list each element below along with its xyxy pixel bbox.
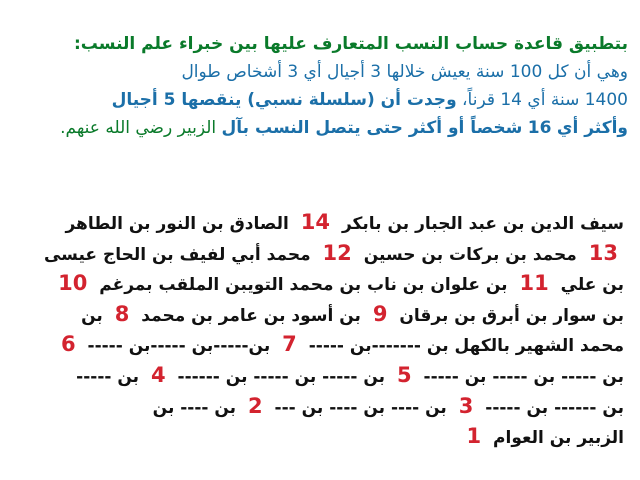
lineage-text: بن-----بن -----بن ----- — [87, 336, 271, 357]
intro-line-2: وهي أن كل 100 سنة يعيش خلالها 3 أجيال أي 3 أشخاص طوال — [181, 62, 628, 82]
lineage-line — [14, 269, 624, 300]
generation-number: 7 — [282, 332, 297, 357]
lineage-text: بن سوار بن أبرق بن برقان — [399, 305, 624, 326]
lineage-text: محمد بن بركات بن حسين — [363, 244, 577, 265]
lineage-line — [14, 361, 624, 392]
intro-title: بتطبيق قاعدة حساب النسب المتعارف عليها بين خبراء علم النسب: — [74, 34, 628, 54]
generation-number: 11 — [519, 271, 549, 296]
lineage-line — [14, 300, 624, 331]
lineage-text: بن علي — [560, 275, 624, 296]
intro-line-3-a: 1400 سنة أي 14 قرناً، — [462, 90, 628, 110]
intro-line-3-b: وجدت أن (سلسلة نسبي) ينقصها 5 أجيال — [111, 90, 457, 110]
intro-line-4-c: الزبير رضي الله عنهم. — [60, 118, 217, 138]
generation-number: 5 — [396, 362, 412, 387]
lineage-text: بن ------ بن ----- — [485, 397, 624, 418]
generation-number: 2 — [248, 393, 263, 418]
lineage-line — [14, 330, 624, 361]
lineage-text: بن — [81, 305, 103, 326]
lineage-line — [14, 392, 624, 423]
intro-line-3 — [8, 86, 628, 114]
intro-line-4 — [8, 114, 628, 142]
lineage-line — [14, 239, 624, 270]
lineage-text: بن ---- بن ---- بن --- — [274, 397, 447, 418]
lineage-text: بن علوان بن ناب بن محمد التويبن الملقب بمرغم — [99, 275, 508, 296]
intro-paragraph — [8, 30, 628, 142]
intro-line-4-num: 16 — [527, 118, 552, 138]
generation-number: 6 — [60, 332, 76, 357]
lineage-text: سيف الدين بن عبد الجبار بن بابكر — [341, 214, 624, 234]
intro-line-4-a: وأكثر أي — [556, 118, 628, 138]
lineage-text: الصادق بن النور بن الطاهر — [65, 214, 289, 234]
lineage-text: الزبير بن العوام — [493, 428, 624, 449]
lineage-text: بن أسود بن عامر بن محمد — [141, 305, 361, 326]
lineage-text: بن ----- بن ----- بن ----- — [423, 366, 624, 387]
lineage-text: بن ---- بن — [152, 397, 237, 418]
lineage-line — [14, 208, 624, 239]
intro-line-4-b: شخصاً أو أكثر حتى يتصل النسب بآل — [221, 118, 523, 138]
lineage-text: محمد أبي لفيف بن الحاج عيسى — [43, 244, 311, 265]
generation-number: 4 — [150, 362, 166, 387]
lineage-chain — [14, 208, 624, 453]
lineage-text: محمد الشهير بالكهل بن -------بن ----- — [308, 336, 624, 357]
lineage-line — [14, 422, 624, 453]
generation-number: 3 — [458, 393, 474, 418]
generation-number: 10 — [58, 271, 88, 296]
generation-number: 8 — [114, 301, 130, 326]
generation-number: 13 — [588, 240, 618, 265]
generation-number: 12 — [322, 240, 352, 265]
lineage-text: بن ----- بن ----- بن ------ — [177, 366, 386, 387]
lineage-text: بن ----- — [76, 366, 140, 387]
generation-number: 1 — [466, 424, 482, 449]
generation-number: 14 — [300, 210, 331, 234]
generation-number: 9 — [372, 301, 388, 326]
